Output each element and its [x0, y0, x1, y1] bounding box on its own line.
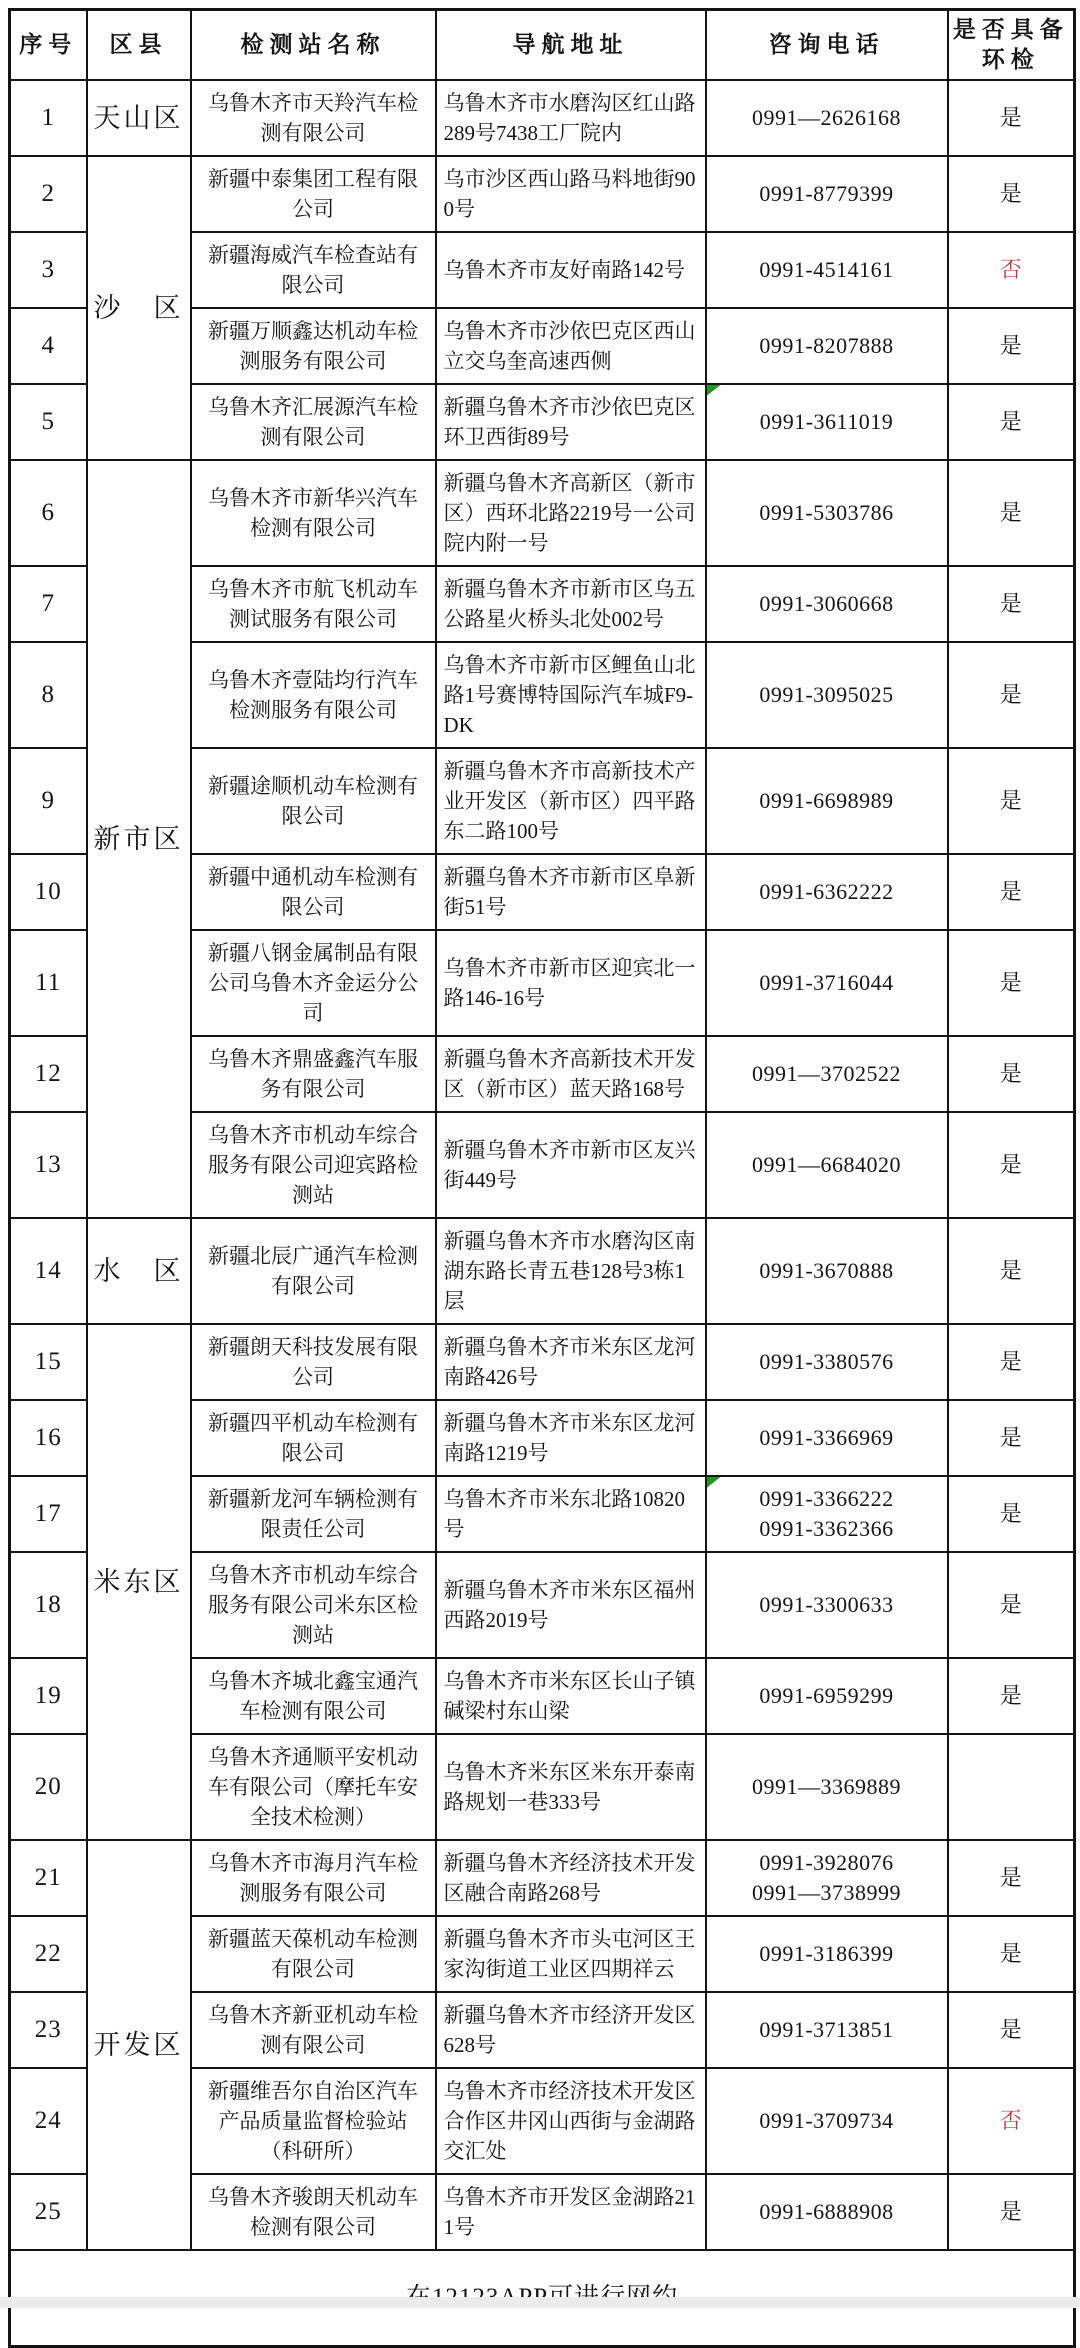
- serial-cell: 9: [10, 748, 87, 854]
- env-check-cell: 是: [948, 1992, 1075, 2068]
- env-check-cell: 是: [948, 156, 1075, 232]
- address-cell: 乌鲁木齐市友好南路142号: [436, 232, 706, 308]
- station-name-cell: 乌鲁木齐壹陆均行汽车检测服务有限公司: [191, 642, 436, 748]
- address-cell: 乌鲁木齐市新市区迎宾北一路146-16号: [436, 930, 706, 1036]
- phone-number: 0991-3380576: [759, 1349, 894, 1374]
- serial-cell: 23: [10, 1992, 87, 2068]
- phone-number: 0991—2626168: [752, 105, 901, 130]
- address-cell: 新疆乌鲁木齐市水磨沟区南湖东路长青五巷128号3栋1层: [436, 1218, 706, 1324]
- phone-number: 0991—3702522: [752, 1061, 901, 1086]
- phone-cell: [706, 1218, 948, 1324]
- phone-number: 0991-6698989: [759, 788, 894, 813]
- env-check-cell: 是: [948, 2174, 1075, 2250]
- inspection-station-sheet: [8, 8, 1073, 2348]
- env-check-cell: 是: [948, 384, 1075, 460]
- phone-number: 0991-3928076: [759, 1850, 894, 1875]
- env-check-cell: 是: [948, 1476, 1075, 1552]
- table-row: [10, 1324, 1075, 1400]
- address-cell: 新疆乌鲁木齐经济技术开发区融合南路268号: [436, 1840, 706, 1916]
- serial-cell: 24: [10, 2068, 87, 2174]
- address-cell: 新疆乌鲁木齐市米东区龙河南路426号: [436, 1324, 706, 1400]
- header-serial: 序号: [10, 10, 87, 81]
- env-check-cell: 是: [948, 460, 1075, 566]
- serial-cell: 15: [10, 1324, 87, 1400]
- serial-cell: 20: [10, 1734, 87, 1840]
- address-cell: 乌鲁木齐米东区米东开泰南路规划一巷333号: [436, 1734, 706, 1840]
- serial-cell: 3: [10, 232, 87, 308]
- station-name-cell: 新疆途顺机动车检测有限公司: [191, 748, 436, 854]
- station-name-cell: 乌鲁木齐市新华兴汽车检测有限公司: [191, 460, 436, 566]
- serial-cell: 7: [10, 566, 87, 642]
- env-check-cell: 是: [948, 1036, 1075, 1112]
- serial-cell: 12: [10, 1036, 87, 1112]
- phone-number: 0991-3362366: [759, 1516, 894, 1541]
- env-check-cell: 是: [948, 748, 1075, 854]
- district-cell: 米东区: [87, 1324, 191, 1840]
- env-check-cell: 否: [948, 2068, 1075, 2174]
- serial-cell: 18: [10, 1552, 87, 1658]
- district-cell: 开发区: [87, 1840, 191, 2250]
- phone-number: 0991-5303786: [759, 500, 894, 525]
- env-check-cell: 是: [948, 642, 1075, 748]
- serial-cell: 13: [10, 1112, 87, 1218]
- serial-cell: 16: [10, 1400, 87, 1476]
- address-cell: 新疆乌鲁木齐市新市区阜新街51号: [436, 854, 706, 930]
- station-name-cell: 新疆朗天科技发展有限公司: [191, 1324, 436, 1400]
- address-cell: 新疆乌鲁木齐市头屯河区王家沟街道工业区四期祥云: [436, 1916, 706, 1992]
- phone-number: 0991-3713851: [759, 2017, 894, 2042]
- serial-cell: 6: [10, 460, 87, 566]
- address-cell: 新疆乌鲁木齐市米东区龙河南路1219号: [436, 1400, 706, 1476]
- address-cell: 乌鲁木齐市开发区金湖路211号: [436, 2174, 706, 2250]
- address-cell: 乌鲁木齐市新市区鲤鱼山北路1号赛博特国际汽车城F9-DK: [436, 642, 706, 748]
- page-bottom-edge: [0, 2297, 1080, 2308]
- address-cell: 新疆乌鲁木齐高新技术开发区（新市区）蓝天路168号: [436, 1036, 706, 1112]
- address-cell: 乌鲁木齐市米东区长山子镇碱梁村东山梁: [436, 1658, 706, 1734]
- env-check-cell: 是: [948, 1218, 1075, 1324]
- district-cell: 水 区: [87, 1218, 191, 1324]
- serial-cell: 10: [10, 854, 87, 930]
- phone-cell: [706, 80, 948, 156]
- green-corner-marker: [707, 385, 721, 396]
- serial-cell: 4: [10, 308, 87, 384]
- env-check-cell: 是: [948, 1324, 1075, 1400]
- address-cell: 乌市沙区西山路马料地街900号: [436, 156, 706, 232]
- station-name-cell: 乌鲁木齐新亚机动车检测有限公司: [191, 1992, 436, 2068]
- phone-number: 0991—6684020: [752, 1152, 901, 1177]
- phone-cell: [706, 384, 948, 460]
- serial-cell: 19: [10, 1658, 87, 1734]
- serial-cell: 11: [10, 930, 87, 1036]
- station-name-cell: 乌鲁木齐市天羚汽车检测有限公司: [191, 80, 436, 156]
- serial-cell: 1: [10, 80, 87, 156]
- serial-cell: 25: [10, 2174, 87, 2250]
- station-name-cell: 新疆蓝天葆机动车检测有限公司: [191, 1916, 436, 1992]
- station-name-cell: 新疆北辰广通汽车检测有限公司: [191, 1218, 436, 1324]
- phone-cell: [706, 2174, 948, 2250]
- phone-cell: [706, 232, 948, 308]
- phone-cell: [706, 642, 948, 748]
- phone-number: 0991-6888908: [759, 2199, 894, 2224]
- phone-cell: [706, 1840, 948, 1916]
- phone-number: 0991-3366969: [759, 1425, 894, 1450]
- address-cell: 乌鲁木齐市沙依巴克区西山立交乌奎高速西侧: [436, 308, 706, 384]
- phone-number: 0991-4514161: [759, 257, 894, 282]
- env-check-cell: [948, 1734, 1075, 1840]
- address-cell: 新疆乌鲁木齐高新区（新市区）西环北路2219号一公司院内附一号: [436, 460, 706, 566]
- address-cell: 新疆乌鲁木齐市沙依巴克区环卫西街89号: [436, 384, 706, 460]
- station-name-cell: 新疆新龙河车辆检测有限责任公司: [191, 1476, 436, 1552]
- env-check-cell: 是: [948, 566, 1075, 642]
- station-name-cell: 乌鲁木齐市机动车综合服务有限公司米东区检测站: [191, 1552, 436, 1658]
- station-table-body: [10, 80, 1075, 2250]
- header-address: 导航地址: [436, 10, 706, 81]
- table-row: [10, 460, 1075, 566]
- district-cell: 天山区: [87, 80, 191, 156]
- env-check-cell: 是: [948, 308, 1075, 384]
- serial-cell: 5: [10, 384, 87, 460]
- station-name-cell: 乌鲁木齐鼎盛鑫汽车服务有限公司: [191, 1036, 436, 1112]
- header-district: 区县: [87, 10, 191, 81]
- phone-number: 0991-3611019: [759, 409, 894, 434]
- table-row: [10, 156, 1075, 232]
- header-row: [10, 10, 1075, 81]
- station-name-cell: 新疆中泰集团工程有限公司: [191, 156, 436, 232]
- phone-number: 0991-3186399: [759, 1941, 894, 1966]
- address-cell: 新疆乌鲁木齐市新市区友兴街449号: [436, 1112, 706, 1218]
- env-check-cell: 是: [948, 1112, 1075, 1218]
- env-check-cell: 是: [948, 1658, 1075, 1734]
- phone-number: 0991—3369889: [752, 1774, 901, 1799]
- phone-cell: [706, 566, 948, 642]
- header-env-check: 是否具备环检: [948, 10, 1075, 81]
- serial-cell: 22: [10, 1916, 87, 1992]
- phone-number: 0991-3300633: [759, 1592, 894, 1617]
- station-name-cell: 乌鲁木齐骏朗天机动车检测有限公司: [191, 2174, 436, 2250]
- phone-cell: [706, 854, 948, 930]
- phone-number: 0991-8207888: [759, 333, 894, 358]
- env-check-cell: 是: [948, 1552, 1075, 1658]
- station-name-cell: 新疆万顺鑫达机动车检测服务有限公司: [191, 308, 436, 384]
- phone-number: 0991—3738999: [752, 1880, 901, 1905]
- phone-number: 0991-8779399: [759, 181, 894, 206]
- phone-cell: [706, 1112, 948, 1218]
- phone-cell: [706, 308, 948, 384]
- phone-cell: [706, 1992, 948, 2068]
- phone-cell: [706, 930, 948, 1036]
- phone-cell: [706, 1324, 948, 1400]
- header-station-name: 检测站名称: [191, 10, 436, 81]
- env-check-cell: 否: [948, 232, 1075, 308]
- address-cell: 乌鲁木齐市水磨沟区红山路289号7438工厂院内: [436, 80, 706, 156]
- address-cell: 新疆乌鲁木齐市经济开发区628号: [436, 1992, 706, 2068]
- station-name-cell: 新疆维吾尔自治区汽车产品质量监督检验站（科研所）: [191, 2068, 436, 2174]
- phone-number: 0991-3060668: [759, 591, 894, 616]
- station-name-cell: 乌鲁木齐市航飞机动车测试服务有限公司: [191, 566, 436, 642]
- env-check-cell: 是: [948, 80, 1075, 156]
- address-cell: 乌鲁木齐市米东北路10820号: [436, 1476, 706, 1552]
- address-cell: 乌鲁木齐市经济技术开发区合作区井冈山西街与金湖路交汇处: [436, 2068, 706, 2174]
- env-check-cell: 是: [948, 854, 1075, 930]
- inspection-station-table: [8, 8, 1076, 2348]
- station-name-cell: 乌鲁木齐通顺平安机动车有限公司（摩托车安全技术检测）: [191, 1734, 436, 1840]
- station-name-cell: 乌鲁木齐汇展源汽车检测有限公司: [191, 384, 436, 460]
- phone-cell: [706, 156, 948, 232]
- address-cell: 新疆乌鲁木齐市高新技术产业开发区（新市区）四平路东二路100号: [436, 748, 706, 854]
- env-check-cell: 是: [948, 1400, 1075, 1476]
- table-row: [10, 1218, 1075, 1324]
- phone-number: 0991-3716044: [759, 970, 894, 995]
- station-name-cell: 新疆八钢金属制品有限公司乌鲁木齐金运分公司: [191, 930, 436, 1036]
- phone-cell: [706, 1036, 948, 1112]
- table-row: [10, 80, 1075, 156]
- phone-cell: [706, 1476, 948, 1552]
- phone-number: 0991-6362222: [759, 879, 894, 904]
- station-name-cell: 新疆中通机动车检测有限公司: [191, 854, 436, 930]
- phone-number: 0991-3709734: [759, 2108, 894, 2133]
- station-name-cell: 新疆四平机动车检测有限公司: [191, 1400, 436, 1476]
- district-cell: 沙 区: [87, 156, 191, 460]
- station-name-cell: 乌鲁木齐市海月汽车检测服务有限公司: [191, 1840, 436, 1916]
- table-row: [10, 1840, 1075, 1916]
- serial-cell: 21: [10, 1840, 87, 1916]
- serial-cell: 14: [10, 1218, 87, 1324]
- serial-cell: 8: [10, 642, 87, 748]
- district-cell: 新市区: [87, 460, 191, 1218]
- env-check-cell: 是: [948, 1840, 1075, 1916]
- phone-cell: [706, 1916, 948, 1992]
- phone-cell: [706, 2068, 948, 2174]
- env-check-cell: 是: [948, 1916, 1075, 1992]
- station-name-cell: 乌鲁木齐城北鑫宝通汽车检测有限公司: [191, 1658, 436, 1734]
- env-check-cell: 是: [948, 930, 1075, 1036]
- phone-cell: [706, 460, 948, 566]
- phone-cell: [706, 748, 948, 854]
- address-cell: 新疆乌鲁木齐市米东区福州西路2019号: [436, 1552, 706, 1658]
- phone-number: 0991-3095025: [759, 682, 894, 707]
- phone-cell: [706, 1400, 948, 1476]
- phone-number: 0991-3366222: [759, 1486, 894, 1511]
- header-phone: 咨询电话: [706, 10, 948, 81]
- serial-cell: 17: [10, 1476, 87, 1552]
- phone-cell: [706, 1552, 948, 1658]
- phone-cell: [706, 1658, 948, 1734]
- station-name-cell: 乌鲁木齐市机动车综合服务有限公司迎宾路检测站: [191, 1112, 436, 1218]
- phone-number: 0991-6959299: [759, 1683, 894, 1708]
- serial-cell: 2: [10, 156, 87, 232]
- phone-cell: [706, 1734, 948, 1840]
- phone-number: 0991-3670888: [759, 1258, 894, 1283]
- address-cell: 新疆乌鲁木齐市新市区乌五公路星火桥头北处002号: [436, 566, 706, 642]
- station-name-cell: 新疆海威汽车检查站有限公司: [191, 232, 436, 308]
